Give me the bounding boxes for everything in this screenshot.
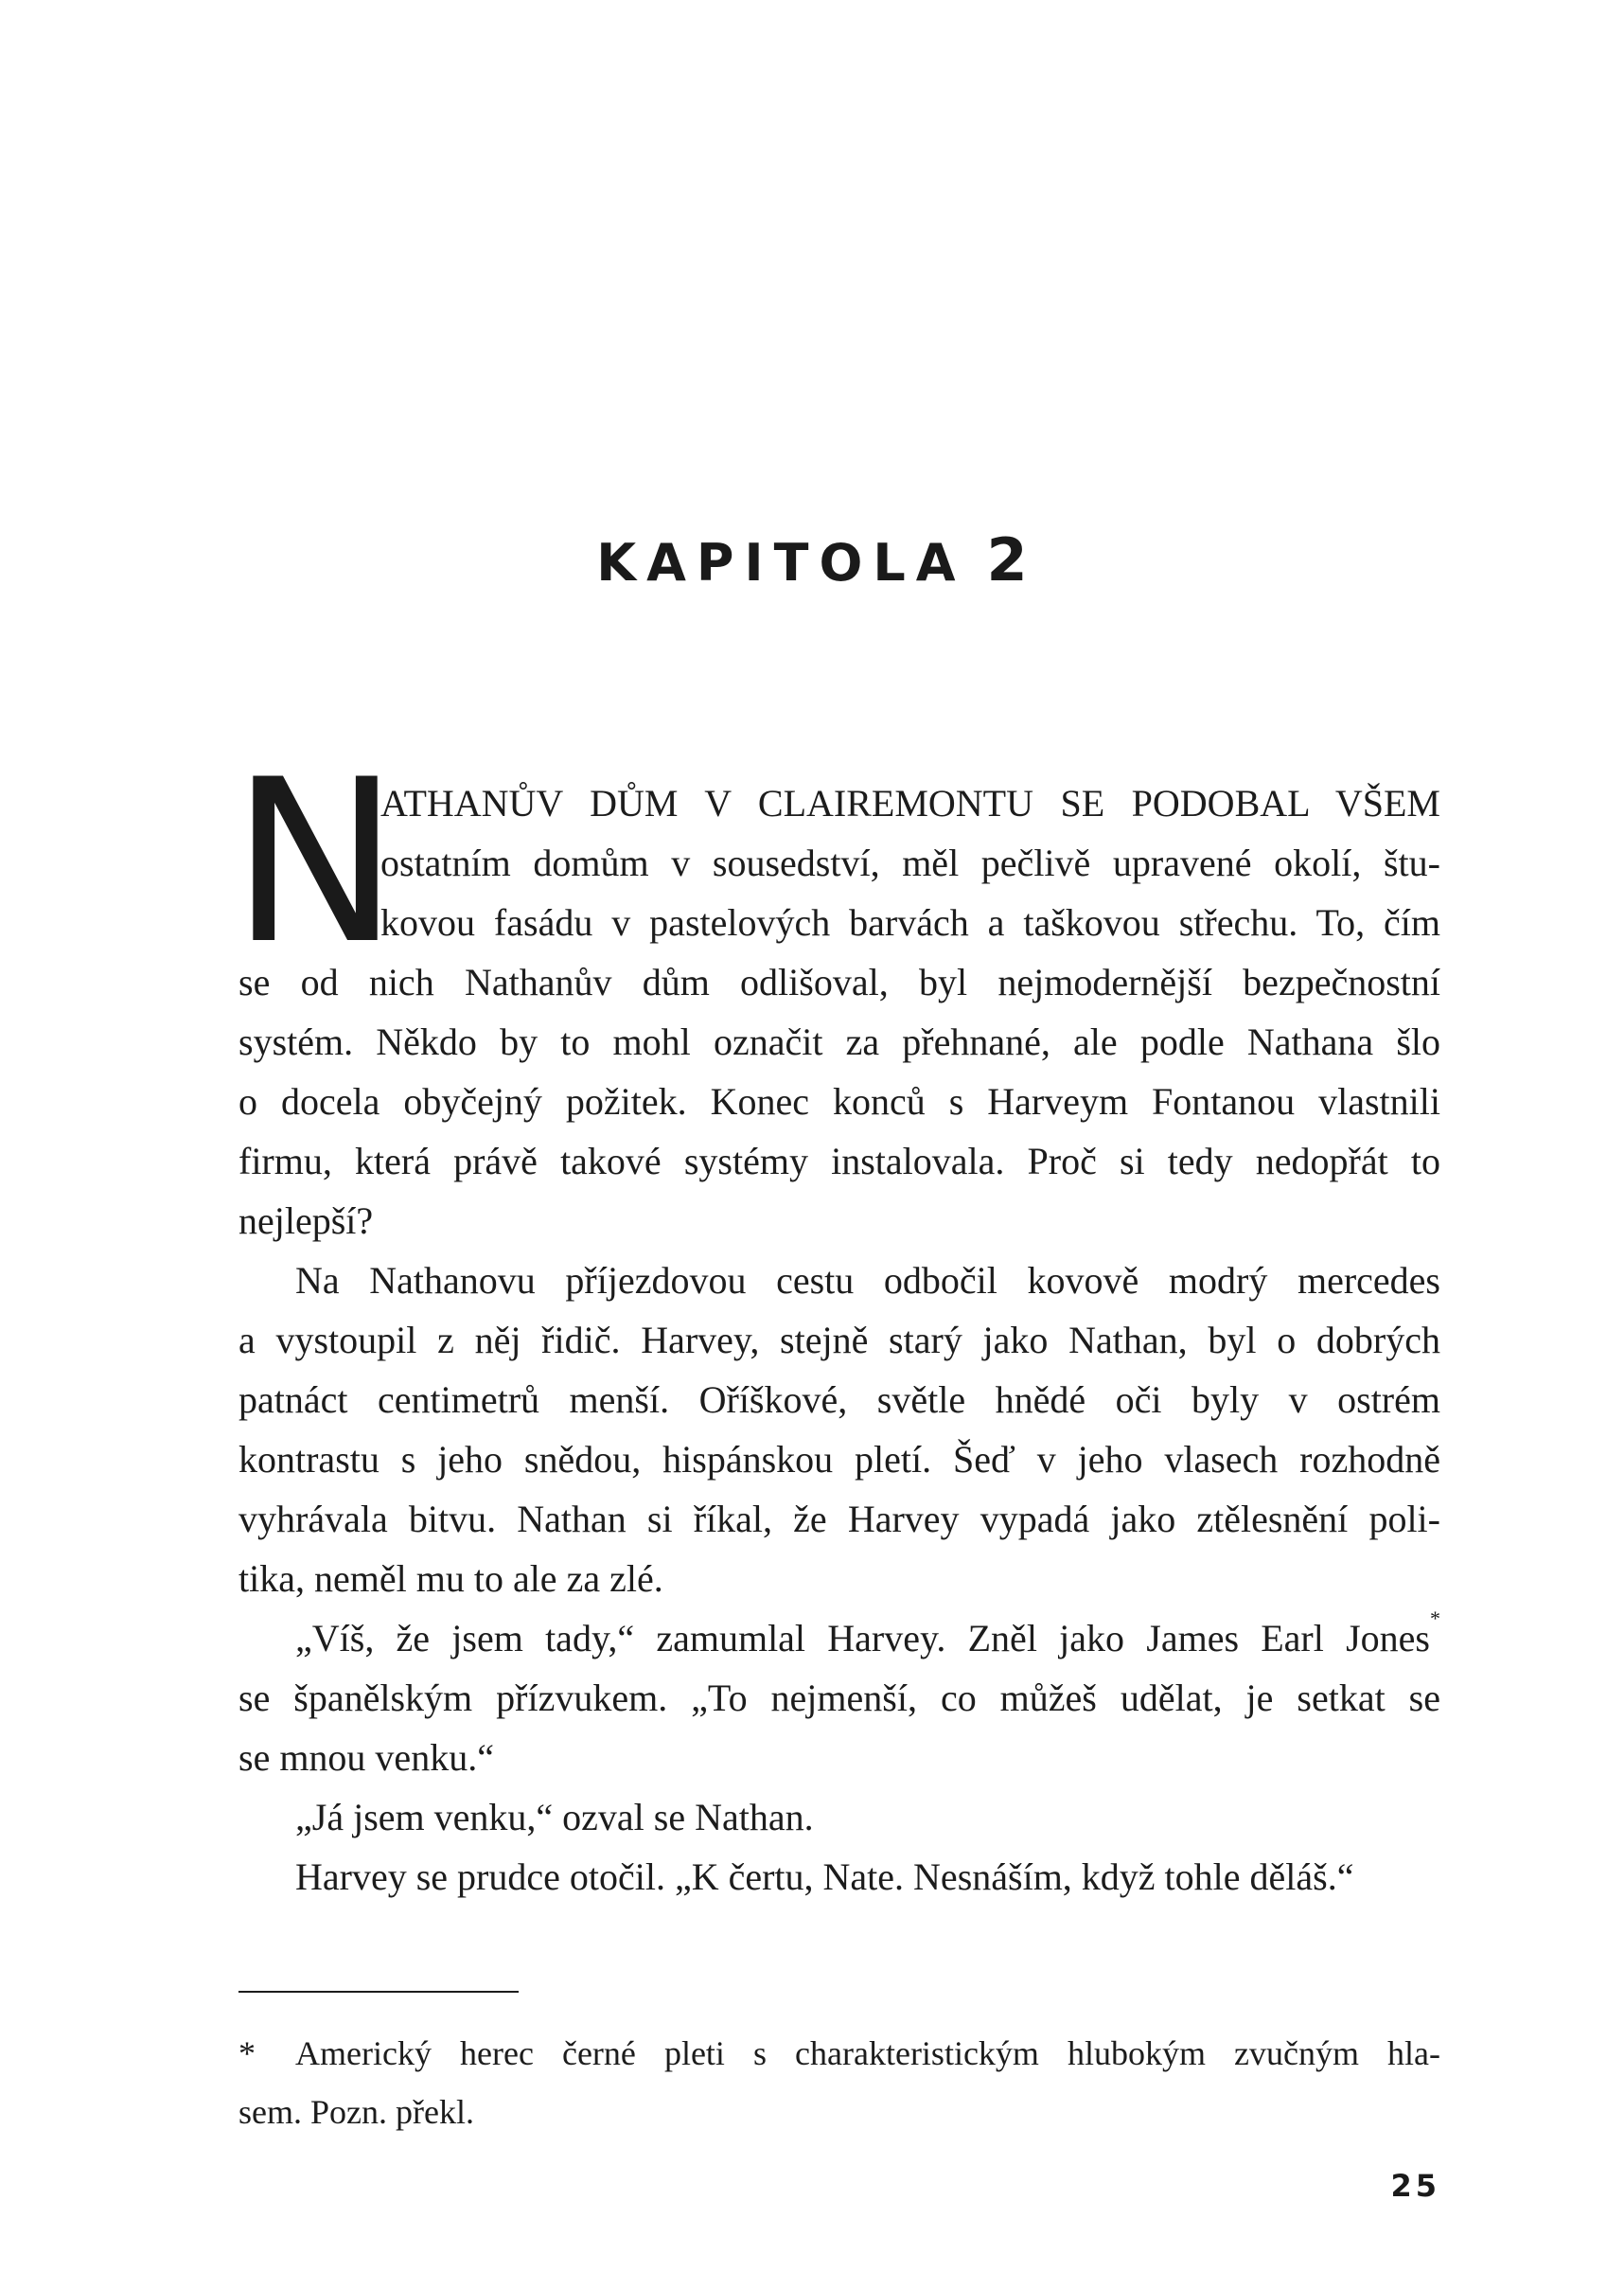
text-line: se španělským přízvukem. „To nejmenší, co můžeš udělat, je setkat se xyxy=(238,1677,1440,1719)
text-line: firmu, která právě takové systémy instalovala. Proč si tedy nedopřát to xyxy=(238,1140,1440,1182)
drop-cap: N xyxy=(231,732,400,994)
text-line: vyhrávala bitvu. Nathan si říkal, že Harvey vypadá jako ztělesnění poli- xyxy=(238,1498,1440,1540)
footnote-line xyxy=(238,2024,1440,2083)
text-line: se od nich Nathanův dům odlišoval, byl nejmodernější bezpečnostní xyxy=(238,961,1440,1003)
text-line: tika, neměl mu to ale za zlé. xyxy=(238,1557,663,1600)
footnote-text: Americký herec černé pleti s charakteristickým hlubokým zvučným hla- xyxy=(295,2034,1440,2072)
text-line: Harvey se prudce otočil. „K čertu, Nate. Nesnáším, když tohle děláš.“ xyxy=(295,1855,1354,1898)
chapter-label: KAPITOLA xyxy=(596,533,966,593)
text-line: ATHANŮV DŮM V CLAIREMONTU SE PODOBAL VŠEM xyxy=(380,782,1440,825)
footnote-marker: * xyxy=(238,2034,256,2072)
footnote-line: sem. Pozn. překl. xyxy=(238,2093,474,2131)
text-line: Na Nathanovu příjezdovou cestu odbočil kovově modrý mercedes xyxy=(295,1259,1440,1302)
text-line: systém. Někdo by to mohl označit za přehnané, ale podle Nathana šlo xyxy=(238,1020,1440,1063)
footnote xyxy=(238,2024,1440,2141)
text-line: ostatním domům v sousedství, měl pečlivě upravené okolí, štu- xyxy=(380,842,1440,884)
body-text xyxy=(238,773,1440,1907)
text-line: o docela obyčejný požitek. Konec konců s Harveym Fontanou vlastnili xyxy=(238,1080,1440,1123)
text-line: a vystoupil z něj řidič. Harvey, stejně starý jako Nathan, byl o dobrých xyxy=(238,1319,1440,1361)
text-line: „Já jsem venku,“ ozval se Nathan. xyxy=(295,1796,814,1838)
text-line: nejlepší? xyxy=(238,1199,374,1242)
text-line: „Víš, že jsem tady,“ zamumlal Harvey. Zněl jako James Earl Jones xyxy=(295,1617,1430,1659)
text-line-with-footnote-ref xyxy=(238,1608,1440,1668)
footnote-reference: * xyxy=(1430,1606,1440,1630)
text-line: se mnou venku.“ xyxy=(238,1736,494,1779)
chapter-number: 2 xyxy=(986,525,1028,594)
text-line: kovou fasádu v pastelových barvách a taškovou střechu. To, čím xyxy=(380,901,1440,944)
footnote-divider xyxy=(238,1991,519,1993)
text-line: patnáct centimetrů menší. Oříškové, světle hnědé oči byly v ostrém xyxy=(238,1378,1440,1421)
page-number: 25 xyxy=(1390,2168,1440,2204)
text-line: kontrastu s jeho snědou, hispánskou pletí. Šeď v jeho vlasech rozhodně xyxy=(238,1438,1440,1481)
chapter-heading xyxy=(0,525,1624,594)
